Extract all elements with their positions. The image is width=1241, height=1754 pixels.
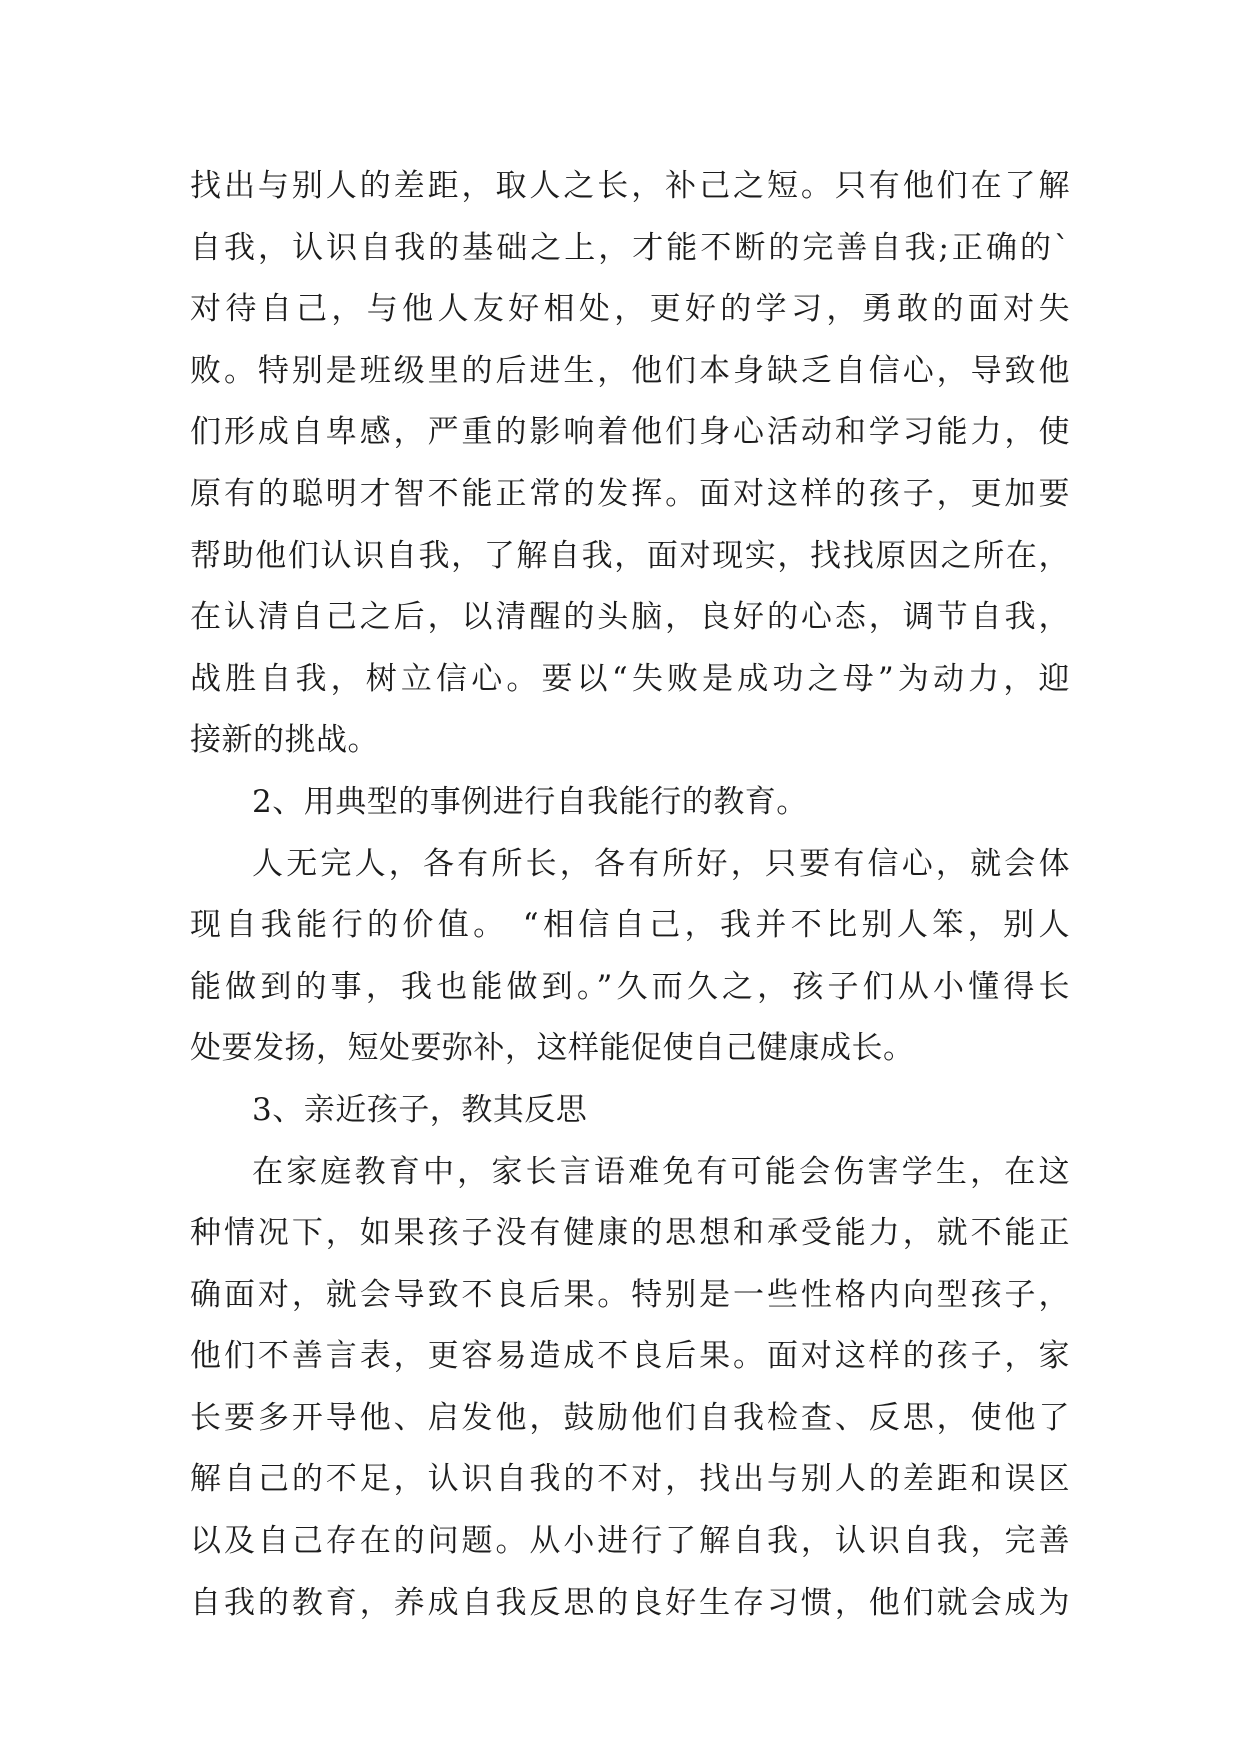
text-line: 以及自己存在的问题。从小进行了解自我，认识自我，完善	[190, 1523, 1070, 1560]
text-line: 处要发扬，短处要弥补，这样能促使自己健康成长。	[190, 1030, 915, 1067]
text-line: 原有的聪明才智不能正常的发挥。面对这样的孩子，更加要	[190, 475, 1070, 512]
text-line: 自我，认识自我的基础之上，才能不断的完善自我;正确的`	[190, 229, 1070, 266]
section-heading: 3、亲近孩子，教其反思	[252, 1091, 588, 1128]
text-line: 解自己的不足，认识自我的不对，找出与别人的差距和误区	[190, 1461, 1070, 1498]
text-line: 对待自己，与他人友好相处，更好的学习，勇敢的面对失	[190, 291, 1070, 328]
text-line: 能做到的事，我也能做到。”久而久之，孩子们从小懂得长	[190, 968, 1070, 1005]
text-line: 现自我能行的价值。 “相信自己，我并不比别人笨，别人	[190, 907, 1070, 944]
text-line: 们形成自卑感，严重的影响着他们身心活动和学习能力，使	[190, 414, 1070, 451]
text-line: 种情况下，如果孩子没有健康的思想和承受能力，就不能正	[190, 1215, 1070, 1252]
text-line: 确面对，就会导致不良后果。特别是一些性格内向型孩子，	[190, 1276, 1070, 1313]
text-line: 他们不善言表，更容易造成不良后果。面对这样的孩子，家	[190, 1338, 1070, 1375]
paragraph-first-line: 在家庭教育中，家长言语难免有可能会伤害学生，在这	[252, 1153, 1070, 1190]
text-line: 战胜自我，树立信心。要以“失败是成功之母”为动力，迎	[190, 660, 1070, 697]
body-text	[190, 156, 1070, 1634]
text-line: 自我的教育，养成自我反思的良好生存习惯，他们就会成为	[190, 1584, 1070, 1621]
text-line: 在认清自己之后，以清醒的头脑，良好的心态，调节自我，	[190, 599, 1070, 636]
section-heading: 2、用典型的事例进行自我能行的教育。	[252, 783, 808, 820]
text-line: 接新的挑战。	[190, 722, 379, 759]
paragraph-first-line: 人无完人，各有所长，各有所好，只要有信心，就会体	[252, 845, 1070, 882]
text-line: 找出与别人的差距，取人之长，补己之短。只有他们在了解	[190, 168, 1070, 204]
text-line: 帮助他们认识自我，了解自我，面对现实，找找原因之所在，	[190, 537, 1070, 574]
text-line: 败。特别是班级里的后进生，他们本身缺乏自信心，导致他	[190, 352, 1070, 389]
text-line: 长要多开导他、启发他，鼓励他们自我检查、反思，使他了	[190, 1399, 1070, 1436]
